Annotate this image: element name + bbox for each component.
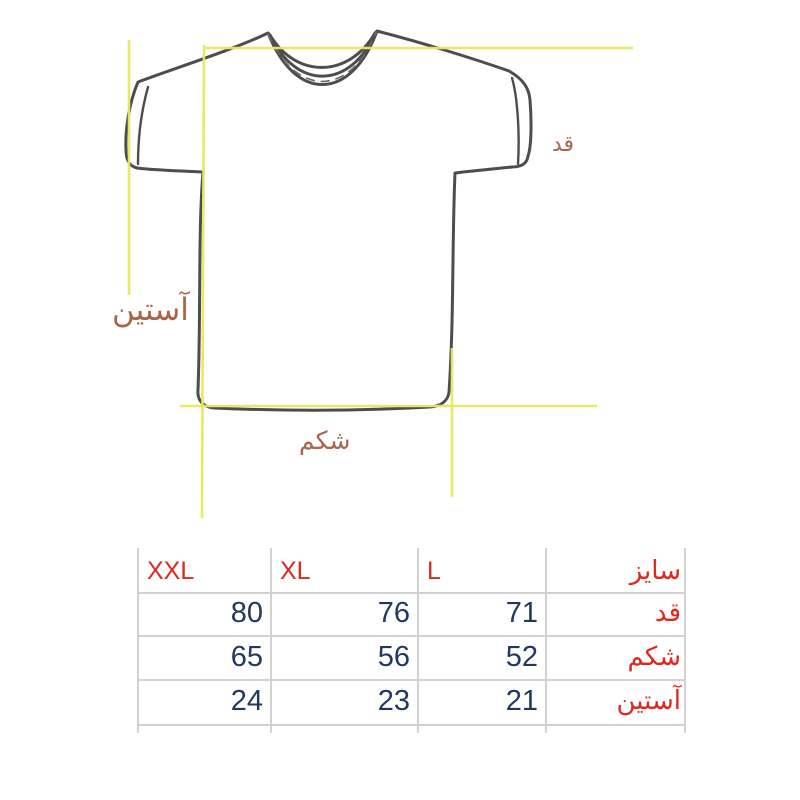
height-annotation: قد bbox=[552, 132, 575, 157]
sleeve-l-value: 21 bbox=[505, 685, 538, 717]
sleeve-row-label: آستین bbox=[616, 686, 681, 716]
belly-l-value: 52 bbox=[505, 641, 538, 673]
tshirt-outline bbox=[126, 31, 531, 410]
header-xl: XL bbox=[280, 557, 311, 585]
belly-row-label: شکم bbox=[627, 642, 681, 672]
sleeve-xxl-value: 24 bbox=[230, 685, 263, 717]
height-xxl-value: 80 bbox=[230, 597, 263, 629]
table-row-belly bbox=[137, 635, 686, 679]
belly-xl-value: 56 bbox=[377, 641, 410, 673]
belly-annotation: شکم bbox=[299, 426, 351, 455]
table-gridline-h4 bbox=[137, 724, 686, 726]
header-l: L bbox=[427, 557, 441, 585]
table-header-row bbox=[137, 550, 686, 592]
header-xxl: XXL bbox=[147, 557, 195, 585]
height-l-value: 71 bbox=[505, 597, 538, 629]
table-row-sleeve bbox=[137, 679, 686, 724]
header-size-label: سایز bbox=[629, 556, 681, 586]
table-row-height bbox=[137, 592, 686, 635]
sleeve-xl-value: 23 bbox=[377, 685, 410, 717]
height-row-label: قد bbox=[654, 598, 681, 628]
belly-xxl-value: 65 bbox=[230, 641, 263, 673]
height-xl-value: 76 bbox=[377, 597, 410, 629]
sleeve-annotation: آستین bbox=[112, 292, 189, 328]
